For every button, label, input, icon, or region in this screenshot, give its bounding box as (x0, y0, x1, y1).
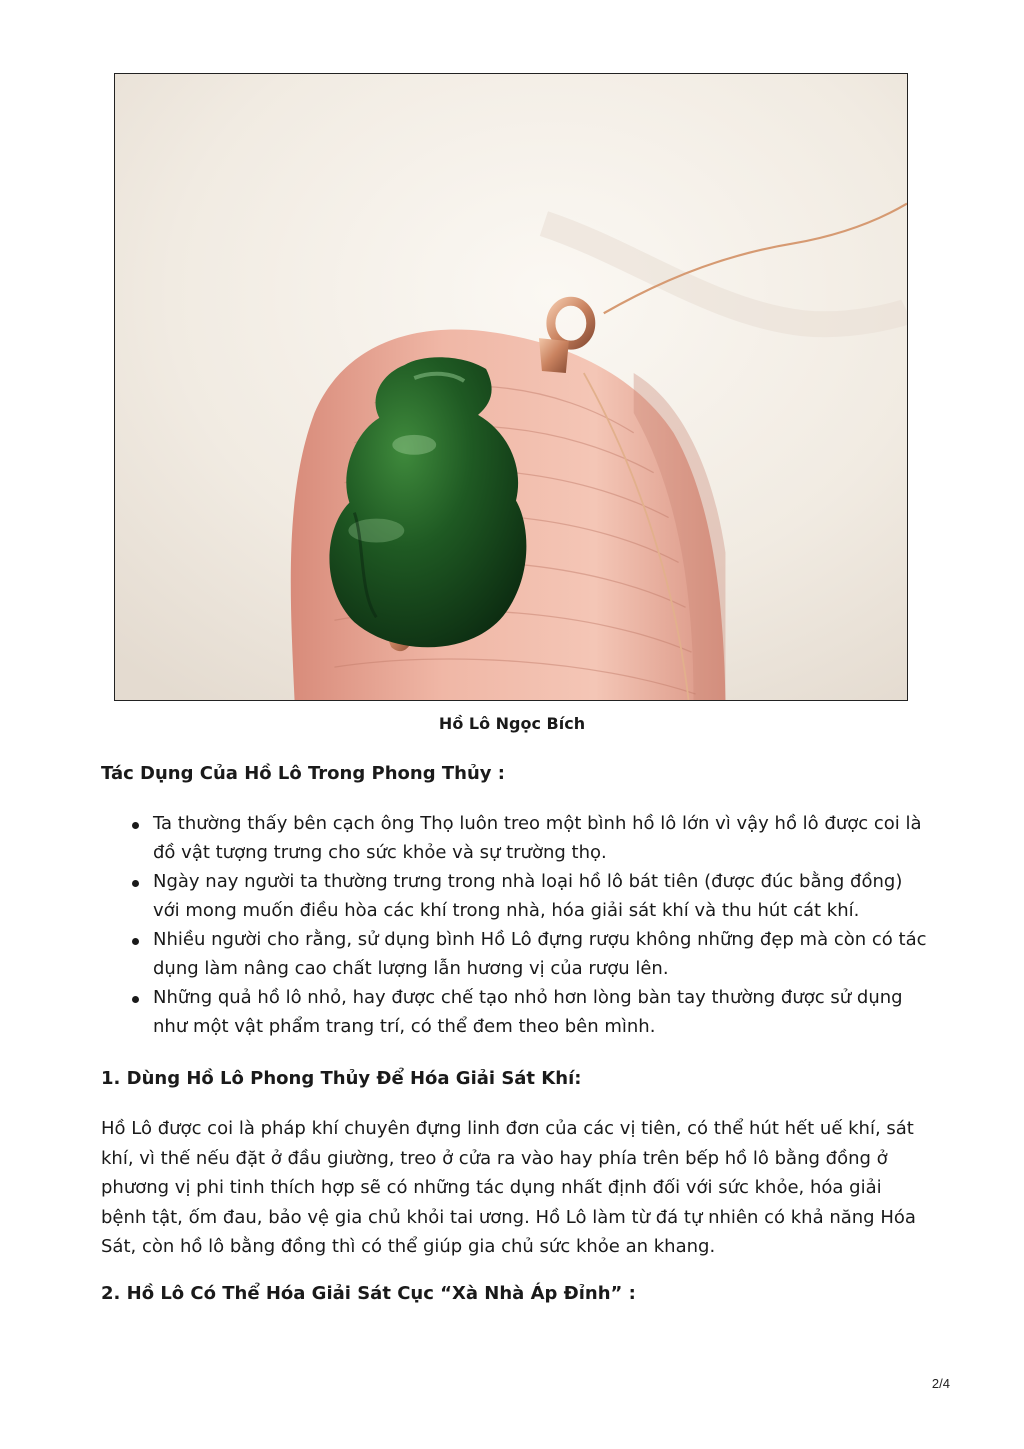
jade-gourd-pendant-photo (114, 73, 908, 701)
bullet-icon (132, 996, 139, 1003)
section-heading-effects: Tác Dụng Của Hồ Lô Trong Phong Thủy : (101, 763, 505, 784)
list-item-text: Ta thường thấy bên cạch ông Thọ luôn treo một bình hồ lô lớn vì vậy hồ lô được coi là đồ vật tượng trưng cho sức khỏe và sự trường thọ. (153, 813, 922, 863)
bullet-icon (132, 938, 139, 945)
list-item (101, 867, 931, 925)
list-item-text: Những quả hồ lô nhỏ, hay được chế tạo nhỏ hơn lòng bàn tay thường được sử dụng như một vật phẩm trang trí, có thể đem theo bên mình. (153, 987, 903, 1037)
list-item (101, 809, 931, 867)
page-number: 2/4 (931, 1376, 950, 1391)
list-item (101, 925, 931, 983)
section-heading-1: 1. Dùng Hồ Lô Phong Thủy Để Hóa Giải Sát Khí: (101, 1068, 582, 1089)
effects-bullet-list (101, 809, 931, 1041)
list-item (101, 983, 931, 1041)
list-item-text: Ngày nay người ta thường trưng trong nhà loại hồ lô bát tiên (được đúc bằng đồng) với mong muốn điều hòa các khí trong nhà, hóa giải sát khí và thu hút cát khí. (153, 871, 903, 921)
figure-caption: Hồ Lô Ngọc Bích (438, 714, 586, 733)
section-1-paragraph: Hồ Lô được coi là pháp khí chuyên đựng linh đơn của các vị tiên, có thể hút hết uế khí, sát khí, vì thế nếu đặt ở đầu giường, treo ở cửa ra vào hay phía trên bếp hồ lô bằng đồng ở phương vị phi tinh thích hợp sẽ có những tác dụng nhất định đối với sức khỏe, hóa giải bệnh tật, ốm đau, bảo vệ gia chủ khỏi tai ương. Hồ Lô làm từ đá tự nhiên có khả năng Hóa Sát, còn hồ lô bằng đồng thì có thể giúp gia chủ sức khỏe an khang. (101, 1118, 916, 1257)
bullet-icon (132, 880, 139, 887)
list-item-text: Nhiều người cho rằng, sử dụng bình Hồ Lô đựng rượu không những đẹp mà còn có tác dụng làm nâng cao chất lượng lẫn hương vị của rượu lên. (153, 929, 927, 979)
section-heading-2: 2. Hồ Lô Có Thể Hóa Giải Sát Cục “Xà Nhà Áp Đỉnh” : (101, 1283, 636, 1304)
bullet-icon (132, 822, 139, 829)
